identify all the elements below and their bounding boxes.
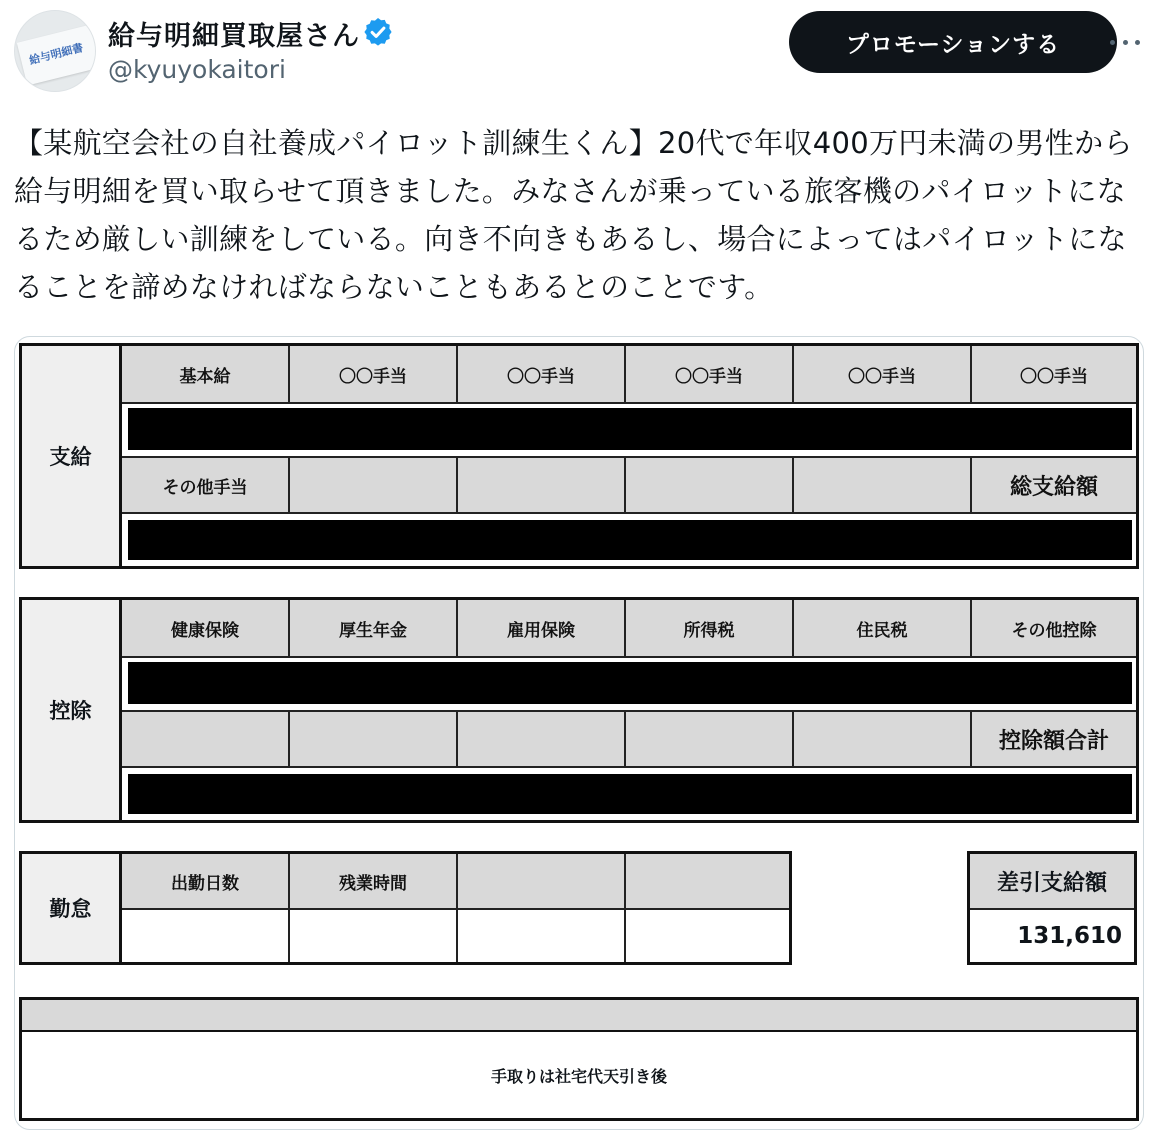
notes-section [19,997,1139,1121]
attendance-value-cell [458,910,626,962]
deduction-header-cell [290,712,458,768]
payment-header-cell: 基本給 [122,346,290,404]
notes-header-bar [22,1000,1136,1032]
redaction-bar [128,520,1132,560]
payslip [15,337,1143,1129]
payment-section [19,343,1139,569]
net-pay-value: 131,610 [1017,923,1122,949]
deduction-header-cell [626,712,794,768]
attendance-value-cell [290,910,458,962]
redaction-bar [128,408,1132,450]
deduction-header-cell: 所得税 [626,600,794,658]
user-handle[interactable]: @kyuyokaitori [108,55,286,84]
attendance-value-cell [122,910,290,962]
attendance-section [19,851,792,965]
payment-header-cell: その他手当 [122,458,290,514]
avatar[interactable] [14,10,96,92]
notes-text: 手取りは社宅代天引き後 [490,1066,667,1086]
display-name[interactable]: 給与明細買取屋さん [108,21,360,52]
avatar-text: 給与明細書 [27,41,85,68]
attendance-value-cell [626,910,789,962]
payment-header-cell: 〇〇手当 [972,346,1136,404]
attendance-header-cell: 出勤日数 [122,854,290,910]
deduction-header-cell: 住民税 [794,600,972,658]
deduction-section [19,597,1139,823]
deduction-section-label: 控除 [22,600,122,820]
redaction-bar [128,662,1132,704]
payment-header-cell [458,458,626,514]
payment-header-cell: 〇〇手当 [626,346,794,404]
promote-button[interactable]: プロモーションする [789,11,1117,73]
deduction-header-cell: 健康保険 [122,600,290,658]
deduction-header-cell [794,712,972,768]
total-payment-header: 総支給額 [972,458,1136,514]
deduction-header-cell [122,712,290,768]
deduction-header-cell: その他控除 [972,600,1136,658]
attendance-section-label: 勤怠 [22,854,122,962]
net-pay-section [967,851,1137,965]
avatar-image [17,24,96,85]
attendance-header-cell [626,854,789,910]
payment-section-label: 支給 [22,346,122,566]
tweet-text: 【某航空会社の自社養成パイロット訓練生くん】20代で年収400万円未満の男性から給与明細を買い取らせて頂きました。みなさんが乗っている旅客機のパイロットになるため厳しい訓練をしている。向き不向きもあるし、場合によってはパイロットになることを諦めなければならないこともあるとのことです。 [14,126,1133,304]
payment-header-cell: 〇〇手当 [290,346,458,404]
payment-header-cell: 〇〇手当 [458,346,626,404]
payment-header-cell [290,458,458,514]
total-deduction-header: 控除額合計 [972,712,1136,768]
redaction-bar [128,774,1132,814]
payment-header-cell: 〇〇手当 [794,346,972,404]
attendance-header-cell [458,854,626,910]
deduction-header-cell [458,712,626,768]
deduction-header-cell: 厚生年金 [290,600,458,658]
verified-badge-icon [362,16,394,48]
payment-header-cell [794,458,972,514]
payment-header-cell [626,458,794,514]
net-pay-label: 差引支給額 [970,854,1134,910]
deduction-header-cell: 雇用保険 [458,600,626,658]
attendance-header-cell: 残業時間 [290,854,458,910]
tweet-media-image[interactable] [14,336,1144,1130]
more-options-icon[interactable] [1110,32,1140,52]
